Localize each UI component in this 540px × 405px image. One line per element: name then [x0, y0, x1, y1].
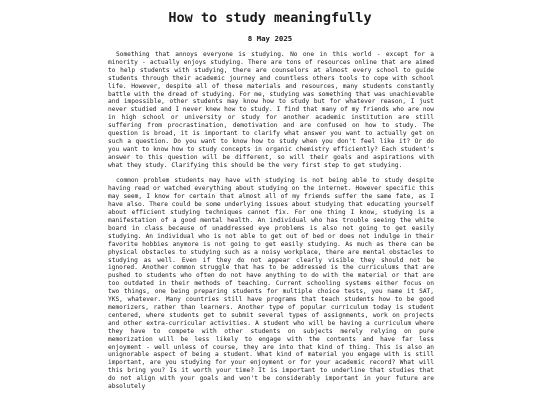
document-title: How to study meaningfully: [168, 10, 372, 26]
paragraph: Something that annoys everyone is studying. No one in this world - except for a minority - actually enjoys studying. There are tons of resources online that are aimed to help students with studying, there are counselors at almost every school to guide students through their academic journey and countless others tools to cope with school life. However, despite all of these materials and resources, many students constantly battle with the dread of studying. For me, studying was something that was unachievable and impossible, other students may know how to study but for whatever reason, I just never studied and I never knew how to study. I find that many of my friends who are now in high school or university or study for another academic institution are still suffering from procrastination, demotivation and are confused on how to study. The question is broad, it is important to clarify what answer you want to actually get on such a question. Do you want to know how to study when you don't feel like it? Or do you want to know how to study concepts in organic chemistry efficiently? Each student's answer to this question will be different, so will their goals and aspirations with what they study. Clarifying this should be the very first step to get studying.: [108, 51, 434, 169]
document-body: [108, 51, 434, 399]
document-date: 8 May 2025: [247, 34, 293, 43]
paragraph: common problem students may have with studying is not being able to study despite having read or watched everything about studying on the internet. However specific this may seem, I know for certain that almost all of my friends suffer the same fate, as I have also. There could be some underlying issues about studying that educating yourself about efficient studying techniques cannot fix. For one thing I know, studying is a manifestation of a good mental health. An individual who has trouble seeing the white board in class because of unaddressed eye problems is also not going to get easily studying. An individual who is not able to get out of bed or does not indulge in their favorite hobbies anymore is not going to get easily studying. As much as there can be physical obstacles to studying such as a noisy workplace, there are mental obstacles to studying as well. Even if they do not appear clearly visible they should not be ignored. Another common struggle that has to be addressed is the curriculums that are pushed to students who often do not have anything to do with the material or that are too outdated in their methods of teaching. Current schooling systems either focus on two things, one being preparing students for multiple choice tests, you name it SAT, YKS, whatever. Many countries still have programs that teach students how to be good memorizers, rather than learners. Another type of popular curriculum today is student centered, where students get to submit several types of assignments, work on projects and other extra-curricular activities. A student who will be having a curriculum where they have to compete with other students on subjects merely relying on pure memorization will be less likely to engage with the contents and have far less enjoyment - well unless of course, they are into that kind of thing. This is also an unignorable aspect of being a student. What kind of material you engage with is still important, are you studying for your enjoyment or for your academic record? What will this bring you? Is it worth your time? It is important to underline that studies that do not align with your goals and won't be considerably important in your future are absolutely: [108, 177, 434, 391]
